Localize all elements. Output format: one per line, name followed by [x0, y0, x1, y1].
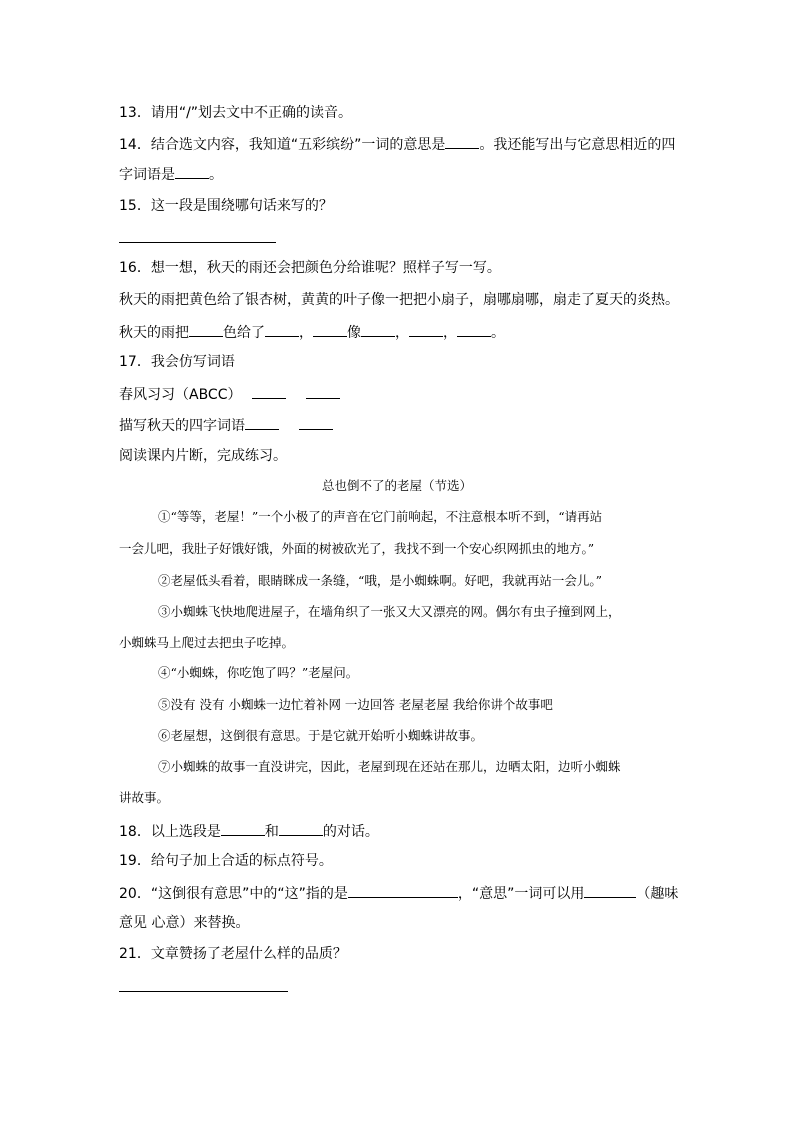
- q16-blank-thing[interactable]: [313, 321, 347, 337]
- q16-blank-result[interactable]: [457, 321, 491, 337]
- q16-blank-action[interactable]: [409, 321, 443, 337]
- article-title: 总也倒不了的老屋（节选）: [321, 478, 472, 493]
- article-p1-line1: ①“等等，老屋！”一个小极了的声音在它门前响起，不注意根本听不到，“请再站: [158, 509, 603, 524]
- article-p2: ②老屋低头看着，眼睛眯成一条缝，“哦，是小蜘蛛啊。好吧，我就再站一会儿。”: [158, 573, 603, 588]
- q17-autumn-label: 描写秋天的四字词语: [119, 418, 245, 434]
- q16-text-c: ，: [299, 325, 313, 341]
- q17-autumn-blank-1[interactable]: [245, 414, 279, 430]
- question-17: 17．我会仿写词语: [119, 354, 235, 370]
- q14-text-d: 。: [209, 167, 223, 183]
- question-14-line1: [119, 133, 675, 155]
- q21-answer-line[interactable]: [119, 991, 288, 992]
- question-18: [119, 820, 379, 842]
- q20-text-b: ，“意思”一词可以用: [457, 886, 585, 902]
- article-p4: ④“小蜘蛛，你吃饱了吗？”老屋问。: [158, 665, 359, 680]
- q16-text-g: 。: [491, 325, 505, 341]
- q18-blank-2[interactable]: [279, 820, 323, 836]
- question-16: 16．想一想，秋天的雨还会把颜色分给谁呢？照样子写一写。: [119, 260, 501, 276]
- q18-blank-1[interactable]: [221, 820, 265, 836]
- q17-abcc-label: 春风习习（ABCC）: [119, 387, 242, 403]
- article-p7-line1: ⑦小蜘蛛的故事一直没讲完，因此，老屋到现在还站在那儿，边晒太阳，边听小蜘蛛: [158, 759, 621, 774]
- q17-autumn-blank-2[interactable]: [299, 414, 333, 430]
- q17-abcc-blank-1[interactable]: [252, 383, 286, 399]
- q20-blank-meaning[interactable]: [584, 882, 636, 898]
- article-p5: ⑤没有 没有 小蜘蛛一边忙着补网 一边回答 老屋老屋 我给你讲个故事吧: [158, 697, 553, 712]
- q20-blank-this[interactable]: [348, 882, 458, 898]
- q20-text-c: （趣味: [636, 886, 679, 902]
- q16-example: 秋天的雨把黄色给了银杏树，黄黄的叶子像一把把小扇子，扇哪扇哪，扇走了夏天的炎热。: [119, 292, 679, 308]
- article-p6: ⑥老屋想，这倒很有意思。于是它就开始听小蜘蛛讲故事。: [158, 728, 484, 743]
- question-14-line2: [119, 163, 223, 185]
- q20-text-a: 20．“这倒很有意思”中的“这”指的是: [119, 886, 348, 902]
- q18-text-c: 的对话。: [322, 824, 379, 840]
- q17-autumn: [119, 414, 333, 436]
- q14-text-a: 14．结合选文内容，我知道“五彩缤纷”一词的意思是: [119, 137, 446, 153]
- q16-blank-like[interactable]: [361, 321, 395, 337]
- reading-intro: 阅读课内片断，完成练习。: [119, 448, 287, 464]
- q16-blank-target[interactable]: [265, 321, 299, 337]
- q18-text-a: 18．以上选段是: [119, 824, 221, 840]
- q14-text-c: 字词语是: [119, 167, 175, 183]
- question-19: 19．给句子加上合适的标点符号。: [119, 853, 333, 869]
- question-13: 13．请用“/”划去文中不正确的读音。: [119, 105, 353, 121]
- article-p3-line1: ③小蜘蛛飞快地爬进屋子，在墙角织了一张又大又漂亮的网。偶尔有虫子撞到网上，: [158, 604, 621, 619]
- q16-blank-color[interactable]: [189, 321, 223, 337]
- question-20-line2: 意见 心意）来替换。: [119, 915, 250, 931]
- question-21: 21．文章赞扬了老屋什么样的品质？: [119, 946, 347, 962]
- article-p7-line2: 讲故事。: [119, 790, 170, 805]
- q14-blank-synonym[interactable]: [175, 163, 209, 179]
- article-p1-line2: 一会儿吧，我肚子好饿好饿，外面的树被砍光了，我找不到一个安心织网抓虫的地方。”: [119, 541, 595, 556]
- q16-template: [119, 321, 505, 343]
- question-15: 15．这一段是围绕哪句话来写的？: [119, 198, 333, 214]
- q16-text-a: 秋天的雨把: [119, 325, 189, 341]
- q14-blank-meaning[interactable]: [445, 133, 479, 149]
- question-20-line1: [119, 882, 678, 904]
- q14-text-b: 。我还能写出与它意思相近的四: [479, 137, 676, 153]
- q16-text-d: 像: [347, 325, 361, 341]
- q16-text-b: 色给了: [223, 325, 265, 341]
- q18-text-b: 和: [264, 824, 279, 840]
- q16-text-e: ，: [395, 325, 409, 341]
- article-p3-line2: 小蜘蛛马上爬过去把虫子吃掉。: [119, 635, 295, 650]
- q15-answer-line[interactable]: [119, 242, 276, 243]
- q16-text-f: ，: [443, 325, 457, 341]
- q17-abcc-blank-2[interactable]: [306, 383, 340, 399]
- q17-abcc: [119, 383, 340, 405]
